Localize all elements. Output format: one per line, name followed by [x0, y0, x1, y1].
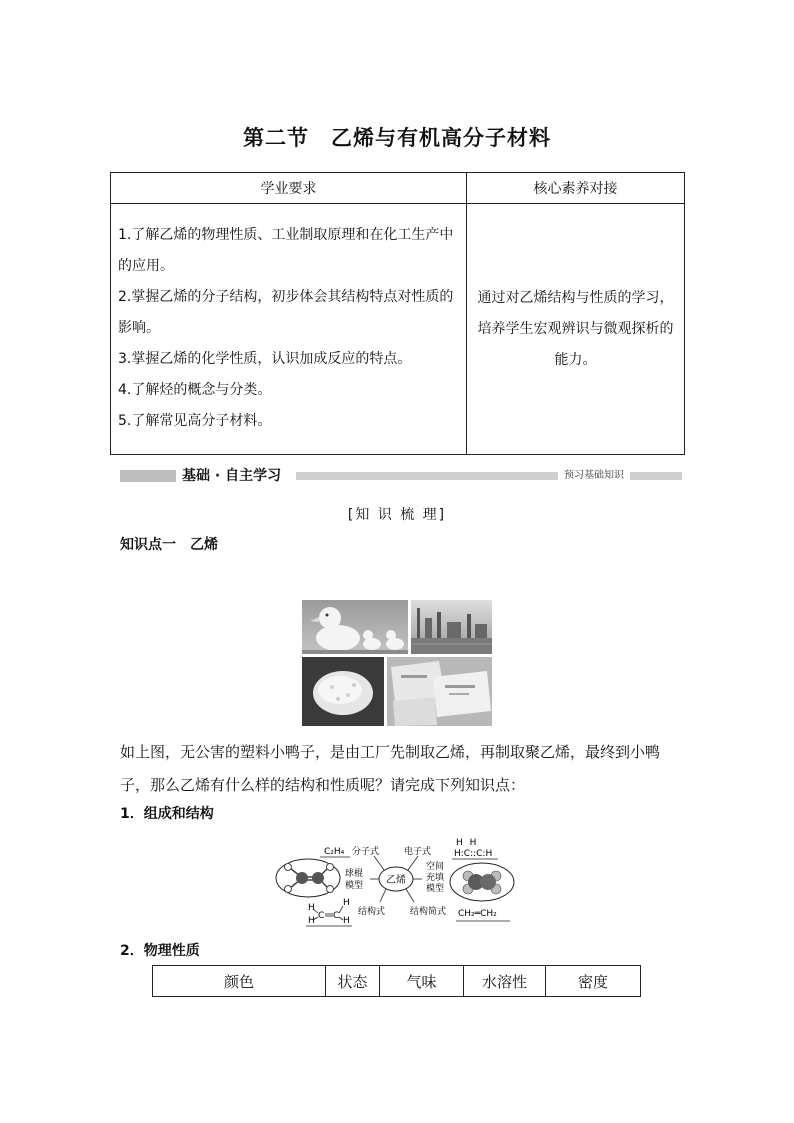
factory-photo: [411, 600, 492, 654]
requirement-item: 5.了解常见高分子材料。: [118, 413, 272, 429]
requirement-item: 1.了解乙烯的物理性质、工业制取原理和在化工生产中的应用。: [118, 227, 454, 274]
requirements-table: [110, 172, 685, 455]
core-literacy-text: 通过对乙烯结构与性质的学习，培养学生宏观辨识与微观探析的能力。: [467, 204, 685, 455]
factory-icon: [411, 600, 492, 654]
property-header-color: 颜色: [153, 966, 326, 997]
structural-atom-c: C: [318, 911, 325, 921]
molecular-formula-label: 分子式: [352, 847, 380, 857]
simplified-formula: CH₂═CH₂: [458, 909, 497, 919]
ball-stick-label-line2: 模型: [345, 881, 364, 891]
banner-bar-middle: [296, 472, 558, 480]
structural-formula-icon: [308, 898, 350, 926]
rubber-duck-icon: [302, 600, 408, 654]
property-header-solubility: 水溶性: [464, 966, 546, 997]
photo-collage: [302, 600, 492, 726]
space-fill-label-line3: 模型: [426, 884, 445, 894]
subsection-physical-properties: 2．物理性质: [120, 943, 200, 959]
simplified-formula-label: 结构简式: [410, 907, 447, 917]
packaging-bags-photo: [387, 657, 492, 726]
banner-tag: 预习基础知识: [564, 470, 624, 481]
requirement-item: 2.掌握乙烯的分子结构，初步体会其结构特点对性质的影响。: [118, 289, 454, 336]
structural-atom-c: C: [333, 911, 340, 921]
ball-stick-model-icon: [285, 864, 334, 893]
intro-paragraph: 如上图，无公害的塑料小鸭子，是由工厂先制取乙烯，再制取聚乙烯，最终到小鸭子，那么乙烯有什么样的结构和性质呢？请完成下列知识点：: [120, 743, 661, 794]
electron-formula-top: H H: [456, 838, 479, 848]
polyethylene-pellets-photo: [302, 657, 384, 726]
ball-stick-label-line1: 球棍: [345, 869, 364, 879]
structural-atom-h: H: [343, 916, 350, 926]
structural-atom-h: H: [343, 898, 350, 908]
pellets-icon: [302, 657, 384, 726]
space-filling-model-icon: [463, 871, 501, 894]
property-header-odor: 气味: [380, 966, 464, 997]
banner-bar-left: [120, 470, 176, 482]
property-header-state: 状态: [326, 966, 380, 997]
electron-formula-label: 电子式: [404, 847, 432, 857]
center-label: 乙烯: [386, 875, 406, 886]
section-banner: [120, 466, 682, 486]
physical-properties-table: [152, 965, 641, 997]
requirements-list: [111, 204, 467, 455]
banner-bar-right: [630, 472, 682, 480]
rubber-duck-photo: [302, 600, 408, 654]
structural-formula-label: 结构式: [358, 907, 386, 917]
space-fill-label-line1: 空间: [426, 862, 445, 872]
structural-atom-h: H: [308, 916, 315, 926]
electron-formula-main: H:C::C:H: [454, 849, 493, 859]
requirements-header: 学业要求: [111, 173, 467, 204]
subsection-composition-structure: 1．组成和结构: [120, 806, 214, 822]
ethylene-structure-diagram: [270, 832, 532, 928]
structural-atom-h: H: [308, 903, 315, 913]
molecular-formula: C₂H₄: [324, 847, 345, 857]
knowledge-point-heading: 知识点一 乙烯: [120, 537, 218, 553]
banner-label: 基础 · 自主学习: [182, 468, 282, 484]
space-fill-label-line2: 充填: [426, 873, 445, 883]
section-title: [知 识 梳 理]: [347, 507, 447, 523]
core-literacy-header: 核心素养对接: [467, 173, 685, 204]
page-title: 第二节 乙烯与有机高分子材料: [243, 125, 551, 150]
property-header-density: 密度: [546, 966, 641, 997]
requirement-item: 4.了解烃的概念与分类。: [118, 382, 272, 398]
bags-icon: [387, 657, 492, 726]
requirement-item: 3.掌握乙烯的化学性质，认识加成反应的特点。: [118, 351, 412, 367]
